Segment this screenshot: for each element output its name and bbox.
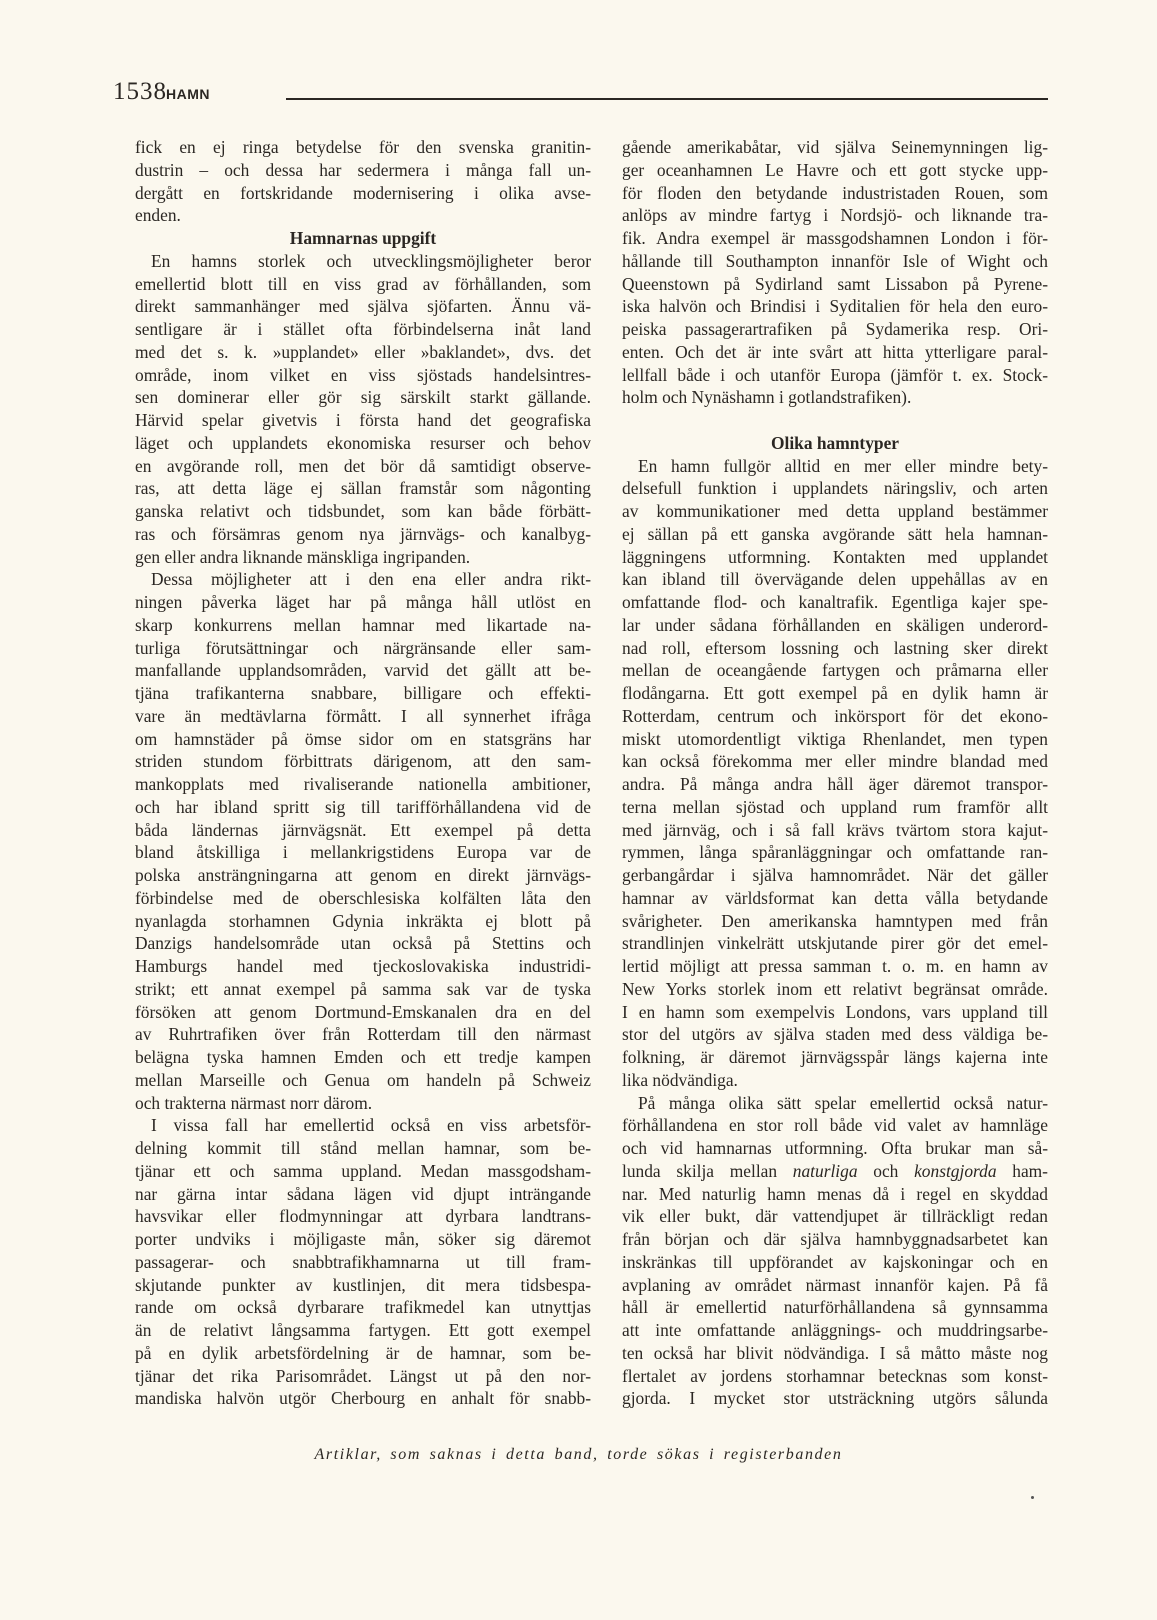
text-line: En hamns storlek och utvecklingsmöjligheter beror [151, 250, 591, 271]
text-line: fik. Andra exempel är massgodshamnen London i för- [622, 228, 1048, 248]
text-line: av kommunikationer med detta uppland bestämmer [622, 501, 1048, 521]
page-number: 1538 [113, 78, 167, 105]
text-column-right [622, 136, 1048, 1410]
text-line: strikt; ett annat exempel på samma sak var de tyska [135, 978, 591, 999]
text-line: vik eller bukt, där vattendjupet är tillräckligt redan [622, 1206, 1048, 1227]
text-line: en avgörande roll, men det bör då samtidigt observe- [135, 455, 591, 476]
text-line: ningen påverka läget har på många håll utlöst en [135, 592, 591, 612]
text-line: ten också har blivit nödvändiga. I så måtto måste nog [622, 1342, 1048, 1363]
text-line: läget och upplandets ekonomiska resurser och behov [135, 432, 591, 453]
text-line: Danzigs handelsområde utan också på Stettins och [135, 933, 591, 954]
text-line: Härvid spelar givetvis i första hand det geografiska [135, 410, 591, 430]
text-line: på en dylik arbetsfördelning är de hamnar, som be- [135, 1342, 591, 1363]
text-line: passagerar- och snabbtrafikhamnarna ut till fram- [135, 1251, 591, 1272]
text-line: än de relativt långsamma fartygen. Ett gott exempel [135, 1320, 591, 1340]
text-line: direkt sammanhänger med själva sjöfarten. Ännu vä- [135, 296, 591, 317]
text-line: turliga förutsättningar och närgränsande eller sam- [135, 637, 591, 658]
text-line: dergått en fortskridande modernisering i olika avse- [135, 182, 591, 203]
text-line: flodångarna. Ett gott exempel på en dylik hamn är [622, 683, 1048, 703]
text-line: New Yorks storlek inom ett relativt begränsat område. [622, 978, 1048, 999]
spacer [622, 409, 1048, 432]
text-line: stor del utgörs av själva staden med dess väldiga be- [622, 1024, 1048, 1045]
text-line: enten. Och det är inte svårt att hitta ytterligare paral- [622, 341, 1048, 362]
text-line: emellertid blott till en viss grad av förhållanden, som [135, 273, 591, 294]
text-line: att inte omfattande anläggnings- och muddringsarbe- [622, 1320, 1048, 1340]
text-line: holm och Nynäshamn i gotlandstrafiken). [622, 387, 912, 408]
text-line: nyanlagda storhamnen Gdynia inkräkta ej blott på [135, 910, 591, 931]
text-line: Rotterdam, centrum och inkörsport för det ekono- [622, 705, 1048, 726]
text-line: delsefull funktion i upplandets näringsliv, och arten [622, 478, 1048, 499]
paragraph [135, 250, 591, 569]
text-line: med järnväg, och i så fall krävs tvärtom stora kajut- [622, 819, 1048, 840]
text-line: gående amerikabåtar, vid själva Seinemynningen lig- [622, 137, 1048, 157]
text-line: gjorda. I mycket stor utsträckning utgörs sålunda [622, 1388, 1048, 1409]
text-line: nar. Med naturlig hamn menas då i regel en skyddad [622, 1183, 1048, 1204]
text-line: om hamnstäder på ömse sidor om en statsgräns har [135, 728, 591, 749]
text-line: andra. På många andra håll äger däremot transpor- [622, 774, 1048, 794]
text-line: och har ibland spritt sig till tarifförhållandena vid de [135, 796, 591, 817]
text-line: peiska passagerartrafiken på Sydamerika resp. Ori- [622, 319, 1048, 339]
text-segment: lunda skilja mellan [622, 1160, 793, 1181]
text-line: ras och försämras genom nya järnvägs- och kanalbyg- [135, 523, 591, 544]
text-line: tjänar det rika Parisområdet. Längst ut på den nor- [135, 1365, 591, 1386]
text-line: manfallande upplandsområden, varvid det gällt att be- [135, 660, 591, 681]
text-line: nar gärna intar sådana lägen vid djupt inträngande [135, 1183, 591, 1204]
header-rule [286, 98, 1048, 100]
text-line: håll är emellertid naturförhållandena så gynnsamma [622, 1297, 1048, 1318]
paragraph [135, 568, 591, 1114]
text-line: ganska relativt och tidsbundet, som kan både förbätt- [135, 501, 591, 521]
text-line: skarp konkurrens mellan hamnar med likartade na- [135, 614, 591, 635]
text-line: och vid hamnarnas utformning. Ofta brukar man så- [622, 1138, 1048, 1158]
text-segment: ham- [996, 1160, 1048, 1181]
text-line [622, 1160, 1048, 1183]
text-line: delning kommit till stånd mellan hamnar, som be- [135, 1138, 591, 1158]
text-line: hamnar av världsformat kan detta vålla betydande [622, 887, 1048, 908]
text-line: strandlinjen vinkelrätt utskjutande pirer gör det emel- [622, 933, 1048, 954]
paragraph [135, 1114, 591, 1410]
text-line: tjänar ett och samma uppland. Medan massgodsham- [135, 1160, 591, 1181]
text-line: från början och där själva hamnbyggnadsarbetet kan [622, 1229, 1048, 1249]
paragraph [622, 1092, 1048, 1411]
text-line: I vissa fall har emellertid också en viss arbetsför- [151, 1115, 591, 1136]
text-line: porter undviks i möjligaste mån, söker sig däremot [135, 1229, 591, 1249]
text-line: mellan de oceangående fartygen och pråmarna eller [622, 660, 1048, 681]
text-line: I en hamn som exempelvis Londons, vars uppland till [622, 1001, 1048, 1022]
paragraph [622, 455, 1048, 1092]
text-line: förbindelse med de oberschlesiska kolfälten låta den [135, 887, 591, 908]
italic-term: konstgjorda [914, 1160, 997, 1181]
text-line: iska halvön och Brindisi i Syditalien för hela den euro- [622, 296, 1048, 317]
text-line: kan också förekomma mer eller mindre blandad med [622, 751, 1048, 772]
text-line: försöken att genom Dortmund-Emskanalen dra en del [135, 1001, 591, 1022]
text-line: dustrin – och dessa har sedermera i många fall un- [135, 159, 591, 180]
text-line: miskt utomordentligt viktiga Rhenlandet, men typen [622, 728, 1048, 749]
text-line: nad roll, eftersom lossning och lastning sker direkt [622, 637, 1048, 658]
text-line: lika nödvändiga. [622, 1069, 738, 1090]
text-line: kan ibland till övervägande delen uppehållas av en [622, 569, 1048, 590]
text-line: ras, att detta läge ej sällan framstår som någonting [135, 478, 591, 499]
text-line: mellan Marseille och Genua om handeln på Schweiz [135, 1069, 591, 1090]
paragraph [135, 136, 591, 227]
text-line: lar under sådana förhållanden en skäligen underord- [622, 614, 1048, 635]
text-column-left [135, 136, 591, 1410]
text-segment: och [857, 1160, 915, 1181]
footer-note: Artiklar, som saknas i detta band, torde sökas i registerbanden [314, 1446, 843, 1463]
text-line: lertid möjligt att pressa samman t. o. m. en hamn av [622, 956, 1048, 976]
text-line: gerbangårdar i själva hamnområdet. När det gäller [622, 865, 1048, 885]
text-line: skjutande punkter av kustlinjen, dit mera tidsbespa- [135, 1274, 591, 1295]
text-line: rymmen, långa spåranläggningar och omfattande ran- [622, 842, 1048, 863]
text-line: Dessa möjligheter att i den ena eller andra rikt- [151, 569, 591, 590]
print-speck [1031, 1496, 1034, 1499]
text-line: läggningens utformning. Kontakten med upplandet [622, 546, 1048, 567]
text-line: havsvikar eller flodmynningar att dyrbara landtrans- [135, 1206, 591, 1227]
text-line: mankopplats med rivaliserande nationella ambitioner, [135, 774, 591, 794]
text-line: gen eller andra liknande mänskliga ingripanden. [135, 546, 471, 567]
text-line: med det s. k. »upplandet» eller »baklandet», dvs. det [135, 341, 591, 362]
text-line: På många olika sätt spelar emellertid också natur- [638, 1092, 1048, 1113]
text-line: ger oceanhamnen Le Havre och ett gott stycke upp- [622, 159, 1048, 180]
text-line: för floden den betydande industristaden Rouen, som [622, 182, 1048, 203]
running-title: HAMN [166, 86, 210, 102]
text-line: En hamn fullgör alltid en mer eller mindre bety- [638, 455, 1048, 476]
text-line: flertalet av jordens storhamnar betecknas som konst- [622, 1365, 1048, 1386]
text-line: inskränkas till uppförandet av kajskoningar och en [622, 1251, 1048, 1272]
text-line: terna mellan sjöstad och uppland rum framför allt [622, 796, 1048, 817]
text-line: fick en ej ringa betydelse för den svenska granitin- [135, 137, 591, 157]
text-line: Queenstown på Sydirland samt Lissabon på Pyrene- [622, 273, 1048, 294]
text-line: folkning, är däremot järnvägsspår längs kajerna inte [622, 1047, 1048, 1067]
text-line: sentligare är i stället ofta förbindelserna inåt land [135, 319, 591, 339]
text-line: svårigheter. Den amerikanska hamntypen med från [622, 910, 1048, 931]
text-line: av Ruhrtrafiken över från Rotterdam till den närmast [135, 1024, 591, 1045]
text-line: striden stundom förbittrats därigenom, att den sam- [135, 751, 591, 772]
text-line: rande om också dyrbarare trafikmedel kan utnyttjas [135, 1297, 591, 1318]
text-line: lellfall både i och utanför Europa (jämför t. ex. Stock- [622, 364, 1048, 385]
text-line: Hamburgs handel med tjeckoslovakiska industridi- [135, 956, 591, 976]
paragraph [622, 136, 1048, 409]
text-line: mandiska halvön utgör Cherbourg en anhalt för snabb- [135, 1388, 591, 1409]
section-heading: Hamnarnas uppgift [289, 228, 437, 248]
section-heading: Olika hamntyper [770, 432, 900, 453]
text-line: sen dominerar eller gör sig särskilt starkt gällande. [135, 387, 591, 408]
text-line: förhållandena en stor roll både vid valet av hamnläge [622, 1115, 1048, 1136]
text-line: enden. [135, 205, 181, 226]
text-line: vare än medtävlarna förmått. I all synnerhet ifråga [135, 705, 591, 726]
text-line: båda ländernas järnvägsnät. Ett exempel på detta [135, 819, 591, 840]
text-line: och trakterna närmast norr därom. [135, 1092, 373, 1113]
text-line: ej sällan på ett ganska avgörande sätt hela hamnan- [622, 523, 1048, 544]
text-line: anlöps av mindre fartyg i Nordsjö- och liknande tra- [622, 205, 1048, 226]
text-line: tjäna trafikanterna snabbare, billigare och effekti- [135, 683, 591, 703]
text-line: avplaning av området närmast innanför kajen. På få [622, 1274, 1048, 1295]
text-line: omfattande flod- och kanaltrafik. Egentliga kajer spe- [622, 592, 1048, 612]
text-line: hållande till Southampton innanför Isle of Wight och [622, 250, 1048, 271]
text-line: område, inom vilket en viss sjöstads handelsintres- [135, 364, 591, 385]
text-line: bland åtskilliga i mellankrigstidens Europa var de [135, 842, 591, 863]
text-line: polska ansträngningarna att genom en direkt järnvägs- [135, 865, 591, 885]
text-line: belägna tyska hamnen Emden och ett tredje kampen [135, 1047, 591, 1067]
italic-term: naturliga [792, 1160, 858, 1181]
